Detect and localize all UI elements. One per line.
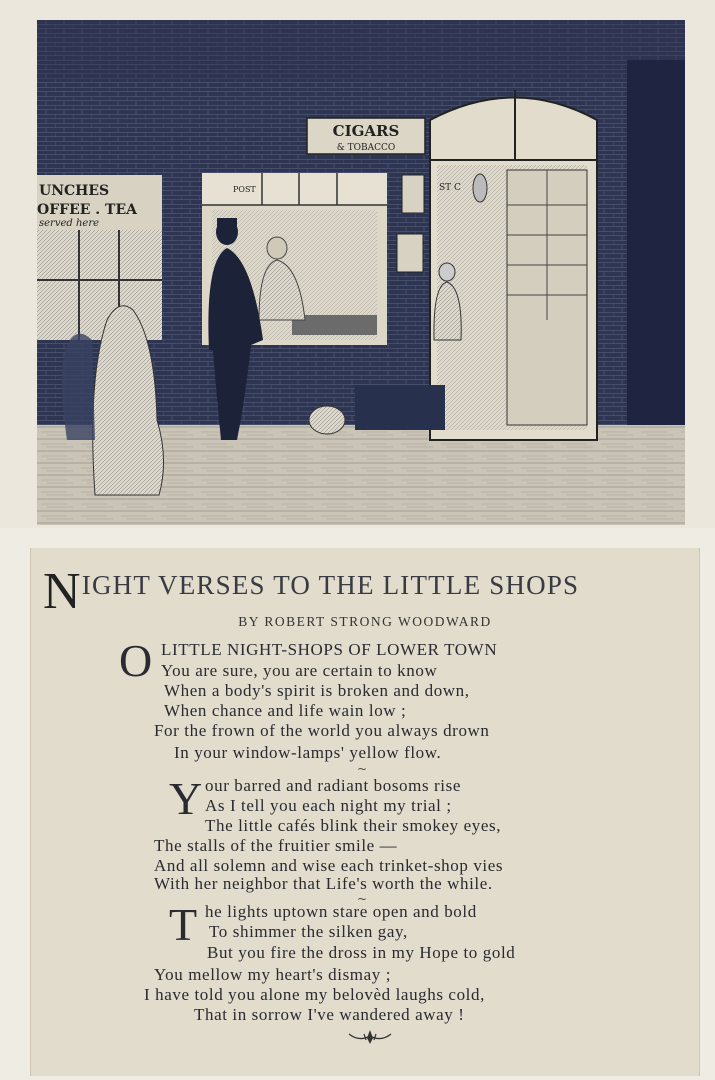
stanza-ornament: ~ bbox=[357, 762, 368, 776]
poem-card bbox=[0, 536, 715, 1080]
stanza-2-line: As I tell you each night my trial ; bbox=[205, 796, 452, 815]
stanza-2-line: our barred and radiant bosoms rise bbox=[205, 776, 461, 795]
stanza-3-line: To shimmer the silken gay, bbox=[209, 922, 408, 941]
poem-title bbox=[43, 563, 693, 620]
stanza-1-line: When chance and life wain low ; bbox=[164, 701, 407, 720]
stanza-1-line: For the frown of the world you always drown bbox=[154, 721, 490, 740]
poem-sheet bbox=[30, 548, 700, 1076]
stanza-2-line: The stalls of the fruitier smile — bbox=[154, 836, 398, 855]
tobacco-sign: & TOBACCO bbox=[336, 143, 396, 153]
stanza-1-line: In your window-lamps' yellow flow. bbox=[174, 743, 442, 762]
stanza-2-line: And all solemn and wise each trinket-shop vies bbox=[154, 856, 504, 875]
shopfront-drawing bbox=[37, 20, 685, 525]
stanza-2-line: With her neighbor that Life's worth the while. bbox=[154, 874, 493, 893]
shopfront-illustration bbox=[37, 20, 685, 525]
stanza-3-initial: T bbox=[169, 899, 198, 950]
stanza-3-line: But you fire the dross in my Hope to gold bbox=[207, 943, 516, 962]
title-rest: IGHT VERSES TO THE LITTLE SHOPS bbox=[81, 570, 580, 600]
stanza-3-line: I have told you alone my belovèd laughs cold, bbox=[144, 985, 485, 1004]
stanza-1-line: LITTLE NIGHT-SHOPS OF LOWER TOWN bbox=[161, 640, 498, 659]
stanza-1-line: When a body's spirit is broken and down, bbox=[164, 681, 470, 700]
window-post-label: POST bbox=[233, 185, 256, 194]
cigars-sign: CIGARS bbox=[332, 122, 400, 140]
window-sign-line2: OFFEE . TEA bbox=[37, 202, 137, 218]
byline: BY ROBERT STRONG WOODWARD bbox=[238, 614, 492, 629]
stanza-ornament: ~ bbox=[357, 892, 368, 906]
stanza-3-line: That in sorrow I've wandered away ! bbox=[194, 1005, 465, 1024]
illustration-card bbox=[0, 0, 715, 528]
stanza-3-line: You mellow my heart's dismay ; bbox=[154, 965, 392, 984]
window-sign-line1: UNCHES bbox=[39, 183, 110, 199]
stanza-2-line: The little cafés blink their smokey eyes, bbox=[205, 816, 502, 835]
title-initial: N bbox=[43, 563, 82, 620]
door-post-label: ST C bbox=[439, 183, 461, 193]
stanza-2-initial: Y bbox=[169, 773, 203, 824]
stanza-3-line: he lights uptown stare open and bold bbox=[205, 902, 477, 921]
stanza-1-initial: O bbox=[119, 635, 153, 686]
window-sign-line3: served here bbox=[39, 218, 100, 229]
tailpiece-ornament-icon bbox=[347, 1028, 393, 1046]
stanza-1-line: You are sure, you are certain to know bbox=[161, 661, 438, 680]
